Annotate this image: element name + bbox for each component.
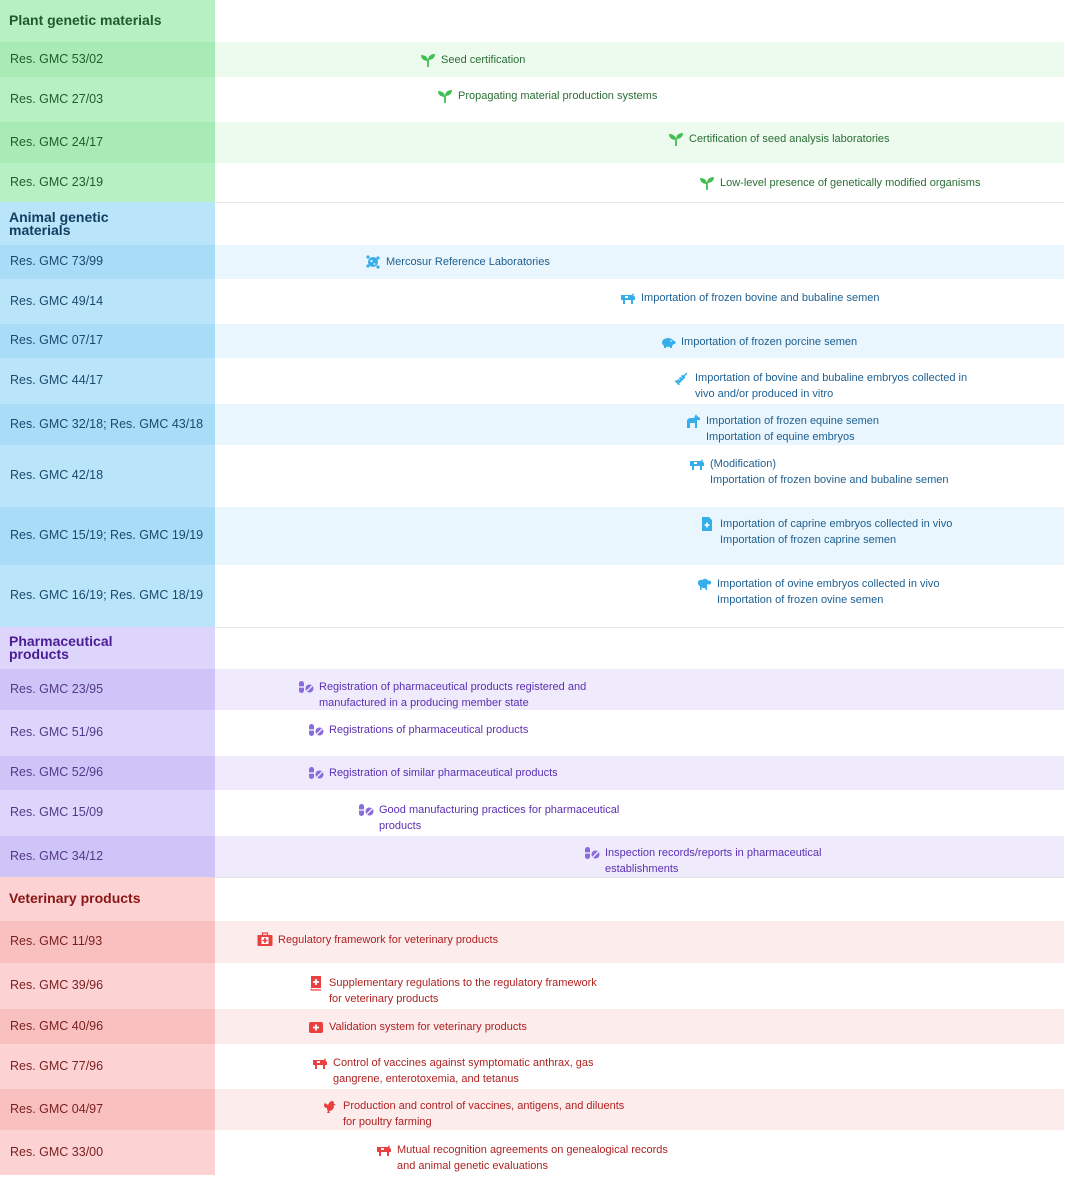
- item-text-line: and animal genetic evaluations: [397, 1160, 549, 1172]
- item-text-line: for veterinary products: [329, 993, 439, 1005]
- section-divider: [215, 627, 1064, 628]
- item-text-line: Importation of caprine embryos collected in vivo: [720, 518, 953, 530]
- cow-icon: [311, 1055, 329, 1071]
- item-text-line: Importation of equine embryos: [706, 431, 855, 443]
- resolution-label: Res. GMC 44/17: [10, 373, 104, 387]
- item-text-line: Production and control of vaccines, antigens, and diluents: [343, 1100, 625, 1112]
- item-text-line: (Modification): [710, 458, 777, 470]
- timeline-item: [695, 576, 940, 608]
- pills-icon: [583, 845, 601, 861]
- pills-icon: [307, 765, 325, 781]
- item-text-line: Seed certification: [441, 54, 526, 66]
- item-text: [343, 1098, 624, 1130]
- timeline-item: [307, 1019, 527, 1035]
- item-text: [689, 131, 890, 147]
- item-text-line: vivo and/or produced in vitro: [695, 388, 834, 400]
- row-band: [215, 245, 1064, 279]
- section-divider: [215, 0, 1064, 1]
- item-text-line: products: [379, 820, 422, 832]
- timeline-item: [364, 254, 550, 270]
- section-title-line: Pharmaceutical: [9, 633, 113, 649]
- timeline-item: [698, 516, 952, 548]
- section-title: [0, 635, 215, 661]
- resolution-label: Res. GMC 52/96: [10, 765, 104, 779]
- item-text-line: Control of vaccines against symptomatic anthrax, gas: [333, 1057, 594, 1069]
- resolution-label: Res. GMC 27/03: [10, 91, 104, 106]
- file-medical-icon: [698, 516, 716, 532]
- timeline-item: [307, 765, 558, 781]
- item-text-line: Importation of frozen ovine semen: [717, 594, 884, 606]
- resolution-label: Res. GMC 42/18: [10, 468, 104, 482]
- item-text-line: Registration of pharmaceutical products registered and: [319, 681, 587, 693]
- sprout-icon: [436, 88, 454, 104]
- section-title-line: products: [9, 646, 69, 662]
- section-title: Veterinary products: [9, 890, 141, 906]
- item-text: [641, 290, 880, 306]
- item-text: [720, 516, 952, 548]
- resolution-label: Res. GMC 23/19: [10, 174, 104, 189]
- sheep-icon: [695, 576, 713, 592]
- item-text: [329, 975, 597, 1007]
- timeline-item: [321, 1098, 624, 1130]
- item-text: [386, 254, 550, 270]
- timeline-item: [307, 722, 528, 738]
- item-text: [720, 175, 980, 191]
- sprout-icon: [698, 175, 716, 191]
- syringe-icon: [673, 370, 691, 386]
- resolution-label: Res. GMC 51/96: [10, 725, 104, 739]
- item-text-line: Regulatory framework for veterinary products: [278, 934, 499, 946]
- timeline-item: [357, 802, 619, 834]
- timeline-item: [436, 88, 657, 104]
- item-text-line: Good manufacturing practices for pharmaceutical: [379, 804, 620, 816]
- resolution-label: Res. GMC 11/93: [10, 934, 103, 948]
- item-text: [717, 576, 940, 608]
- resolution-label: Res. GMC 33/00: [10, 1144, 104, 1159]
- timeline-item: [297, 679, 586, 711]
- first-aid-icon: [307, 1019, 325, 1035]
- resolution-label: Res. GMC 39/96: [10, 978, 104, 992]
- item-text-line: Propagating material production systems: [458, 90, 658, 102]
- row-band: [215, 42, 1064, 77]
- timeline-item: [583, 845, 821, 877]
- item-text-line: Validation system for veterinary products: [329, 1021, 527, 1033]
- resolution-label: Res. GMC 15/19; Res. GMC 19/19: [10, 528, 204, 542]
- section-divider: [215, 877, 1064, 878]
- item-text-line: establishments: [605, 863, 679, 875]
- pills-icon: [307, 722, 325, 738]
- item-text-line: Importation of frozen bovine and bubaline semen: [710, 474, 949, 486]
- row-band: [215, 122, 1064, 163]
- item-text-line: Importation of frozen caprine semen: [720, 534, 897, 546]
- resolution-label: Res. GMC 73/99: [10, 254, 104, 268]
- item-text-line: for poultry farming: [343, 1116, 432, 1128]
- timeline-item: [375, 1142, 668, 1174]
- item-text: [458, 88, 657, 104]
- timeline-item: [698, 175, 980, 191]
- item-text-line: Inspection records/reports in pharmaceutical: [605, 847, 822, 859]
- item-text-line: manufactured in a producing member state: [319, 697, 529, 709]
- chicken-icon: [321, 1098, 339, 1114]
- timeline-item: [667, 131, 890, 147]
- section-title-line: Animal genetic: [9, 208, 109, 225]
- timeline-item: [673, 370, 967, 402]
- row-band: [215, 404, 1064, 445]
- resolution-label: Res. GMC 24/17: [10, 134, 104, 149]
- item-text: [441, 52, 525, 68]
- item-text: [379, 802, 619, 834]
- sprout-icon: [419, 52, 437, 68]
- resolution-label: Res. GMC 23/95: [10, 681, 104, 696]
- item-text-line: Mercosur Reference Laboratories: [386, 256, 550, 268]
- item-text-line: Importation of ovine embryos collected in vivo: [717, 578, 940, 590]
- section-title: Plant genetic materials: [9, 12, 162, 28]
- item-text: [397, 1142, 668, 1174]
- timeline-item: [419, 52, 525, 68]
- timeline-item: [619, 290, 880, 306]
- item-text-line: Registration of similar pharmaceutical products: [329, 767, 558, 779]
- pills-icon: [297, 679, 315, 695]
- item-text: [329, 765, 558, 781]
- item-text-line: Low-level presence of genetically modified organisms: [720, 177, 981, 189]
- item-text: [681, 334, 857, 350]
- item-text-line: Importation of bovine and bubaline embryos collected in: [695, 372, 968, 384]
- resolution-label: Res. GMC 32/18; Res. GMC 43/18: [10, 416, 204, 431]
- item-text-line: Mutual recognition agreements on genealogical records: [397, 1144, 668, 1156]
- item-text-line: gangrene, enterotoxemia, and tetanus: [333, 1073, 519, 1085]
- item-text: [605, 845, 821, 877]
- item-text: [329, 722, 528, 738]
- section-title-line: materials: [9, 221, 71, 238]
- item-text-line: Supplementary regulations to the regulatory framework: [329, 977, 597, 989]
- pills-icon: [357, 802, 375, 818]
- resolution-label: Res. GMC 15/09: [10, 805, 104, 819]
- medical-book-icon: [307, 975, 325, 991]
- item-text: [319, 679, 586, 711]
- section-title: [0, 208, 215, 238]
- medkit-icon: [256, 932, 274, 948]
- row-band: [215, 324, 1064, 358]
- resolution-label: Res. GMC 04/97: [10, 1101, 104, 1116]
- item-text: [695, 370, 967, 402]
- section-divider: [215, 202, 1064, 203]
- item-text-line: Importation of frozen porcine semen: [681, 336, 858, 348]
- timeline-item: [307, 975, 597, 1007]
- timeline-item: [659, 334, 857, 350]
- horse-icon: [684, 413, 702, 429]
- timeline-item: [684, 413, 879, 445]
- item-text-line: Importation of frozen equine semen: [706, 415, 880, 427]
- item-text-line: Importation of frozen bovine and bubaline semen: [641, 292, 880, 304]
- cow-icon: [688, 456, 706, 472]
- item-text-line: Certification of seed analysis laboratories: [689, 133, 890, 145]
- timeline-item: [311, 1055, 593, 1087]
- cow-icon: [375, 1142, 393, 1158]
- resolution-label: Res. GMC 16/19; Res. GMC 18/19: [10, 588, 204, 602]
- sprout-icon: [667, 131, 685, 147]
- resolution-label: Res. GMC 40/96: [10, 1018, 104, 1033]
- cow-icon: [619, 290, 637, 306]
- timeline-item: [256, 932, 498, 948]
- timeline-item: [688, 456, 949, 488]
- item-text: [329, 1019, 527, 1035]
- microbe-icon: [364, 254, 382, 270]
- resolution-label: Res. GMC 49/14: [10, 293, 104, 308]
- item-text: [706, 413, 879, 445]
- item-text: [278, 932, 498, 948]
- item-text: [710, 456, 949, 488]
- resolution-label: Res. GMC 53/02: [10, 51, 104, 66]
- item-text: [333, 1055, 593, 1087]
- resolution-label: Res. GMC 77/96: [10, 1058, 104, 1073]
- item-text-line: Registrations of pharmaceutical products: [329, 724, 529, 736]
- resolution-label: Res. GMC 07/17: [10, 333, 104, 347]
- resolution-label: Res. GMC 34/12: [10, 848, 104, 863]
- pig-icon: [659, 334, 677, 350]
